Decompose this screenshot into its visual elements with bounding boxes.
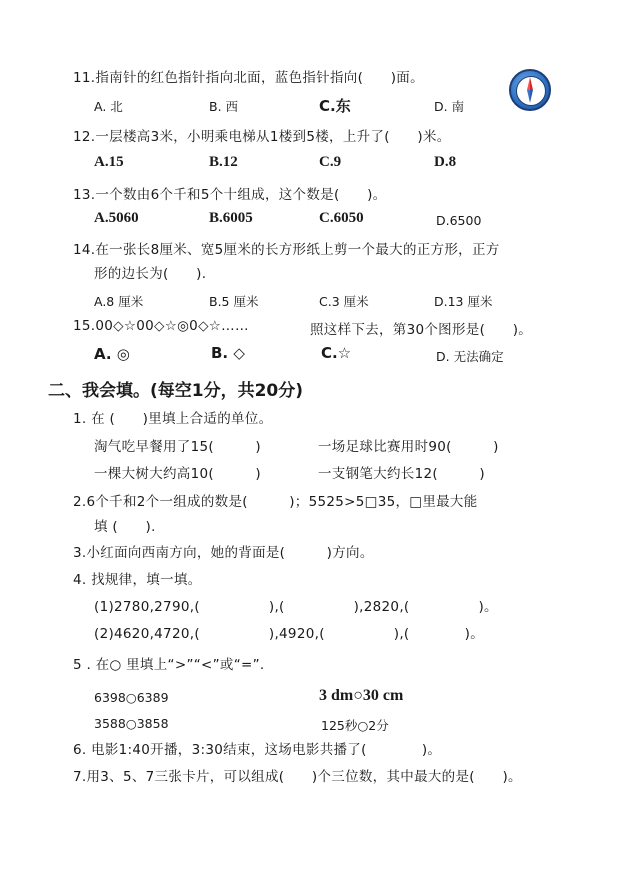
- fill-5-compare-c[interactable]: 3588○3858: [94, 716, 169, 731]
- fill-5-compare-a[interactable]: 6398○6389: [94, 690, 169, 705]
- question-12-text: 12.一层楼高3米，小明乘电梯从1楼到5楼，上升了( )米。: [73, 129, 451, 145]
- q12-option-a[interactable]: A.15: [94, 154, 124, 170]
- fill-3-text: 3.小红面向西南方向，她的背面是( )方向。: [73, 545, 374, 561]
- question-15-text: 照这样下去，第30个图形是( )。: [310, 322, 533, 338]
- fill-2-text-line1: 2.6个千和2个一组成的数是( )；5525>5□35，□里最大能: [73, 494, 478, 510]
- fill-1-item-c[interactable]: 一棵大树大约高10( ): [94, 466, 261, 482]
- q11-option-a[interactable]: A. 北: [94, 99, 123, 114]
- q15-option-c[interactable]: C.☆: [321, 344, 352, 362]
- q11-option-b[interactable]: B. 西: [209, 99, 239, 114]
- q13-option-d[interactable]: D.6500: [436, 213, 482, 228]
- q13-option-b[interactable]: B.6005: [209, 210, 253, 226]
- fill-1-item-b[interactable]: 一场足球比赛用时90( ): [318, 439, 499, 455]
- q13-option-c[interactable]: C.6050: [319, 210, 364, 226]
- question-11-text: 11.指南针的红色指针指向北面，蓝色指针指向( )面。: [73, 70, 424, 86]
- q14-option-b[interactable]: B.5 厘米: [209, 294, 259, 309]
- q12-option-c[interactable]: C.9: [319, 154, 342, 170]
- q14-option-d[interactable]: D.13 厘米: [434, 294, 493, 309]
- fill-4-row-2[interactable]: (2)4620,4720,( ),4920,( ),( )。: [94, 626, 485, 642]
- fill-1-item-a[interactable]: 淘气吃早餐用了15( ): [94, 439, 261, 455]
- question-13-text: 13.一个数由6个千和5个十组成，这个数是( )。: [73, 187, 387, 203]
- q14-option-a[interactable]: A.8 厘米: [94, 294, 144, 309]
- question-14-text-line1: 14.在一张长8厘米、宽5厘米的长方形纸上剪一个最大的正方形，正方: [73, 242, 500, 258]
- section-2-title: 二、我会填。(每空1分，共20分): [48, 381, 304, 401]
- question-14-text-line2: 形的边长为( ).: [94, 266, 207, 282]
- fill-4-text: 4. 找规律，填一填。: [73, 572, 202, 588]
- fill-5-compare-d[interactable]: 125秒○2分: [321, 718, 389, 733]
- q15-option-a[interactable]: A. ◎: [94, 345, 130, 363]
- fill-6-text: 6. 电影1:40开播，3:30结束，这场电影共播了( )。: [73, 742, 442, 758]
- q15-option-b[interactable]: B. ◇: [211, 344, 245, 362]
- fill-4-row-1[interactable]: (1)2780,2790,( ),( ),2820,( )。: [94, 599, 498, 615]
- compass-icon: [509, 69, 551, 111]
- q13-option-a[interactable]: A.5060: [94, 210, 139, 226]
- q15-option-d[interactable]: D. 无法确定: [436, 349, 504, 364]
- fill-2-text-line2: 填 ( ).: [94, 519, 156, 535]
- fill-5-text: 5 . 在○ 里填上“>”“<”或“=”.: [73, 657, 265, 673]
- q14-option-c[interactable]: C.3 厘米: [319, 294, 369, 309]
- fill-1-item-d[interactable]: 一支钢笔大约长12( ): [318, 466, 485, 482]
- fill-1-text: 1. 在 ( )里填上合适的单位。: [73, 411, 273, 427]
- q12-option-d[interactable]: D.8: [434, 154, 457, 170]
- q11-option-c[interactable]: C.东: [319, 97, 351, 115]
- fill-7-text: 7.用3、5、7三张卡片，可以组成( )个三位数，其中最大的是( )。: [73, 769, 522, 785]
- question-15-pattern: 15.00◇☆00◇☆◎0◇☆……: [73, 318, 249, 334]
- q11-option-d[interactable]: D. 南: [434, 99, 465, 114]
- q12-option-b[interactable]: B.12: [209, 154, 238, 170]
- fill-5-compare-b[interactable]: 3 dm○30 cm: [319, 687, 404, 704]
